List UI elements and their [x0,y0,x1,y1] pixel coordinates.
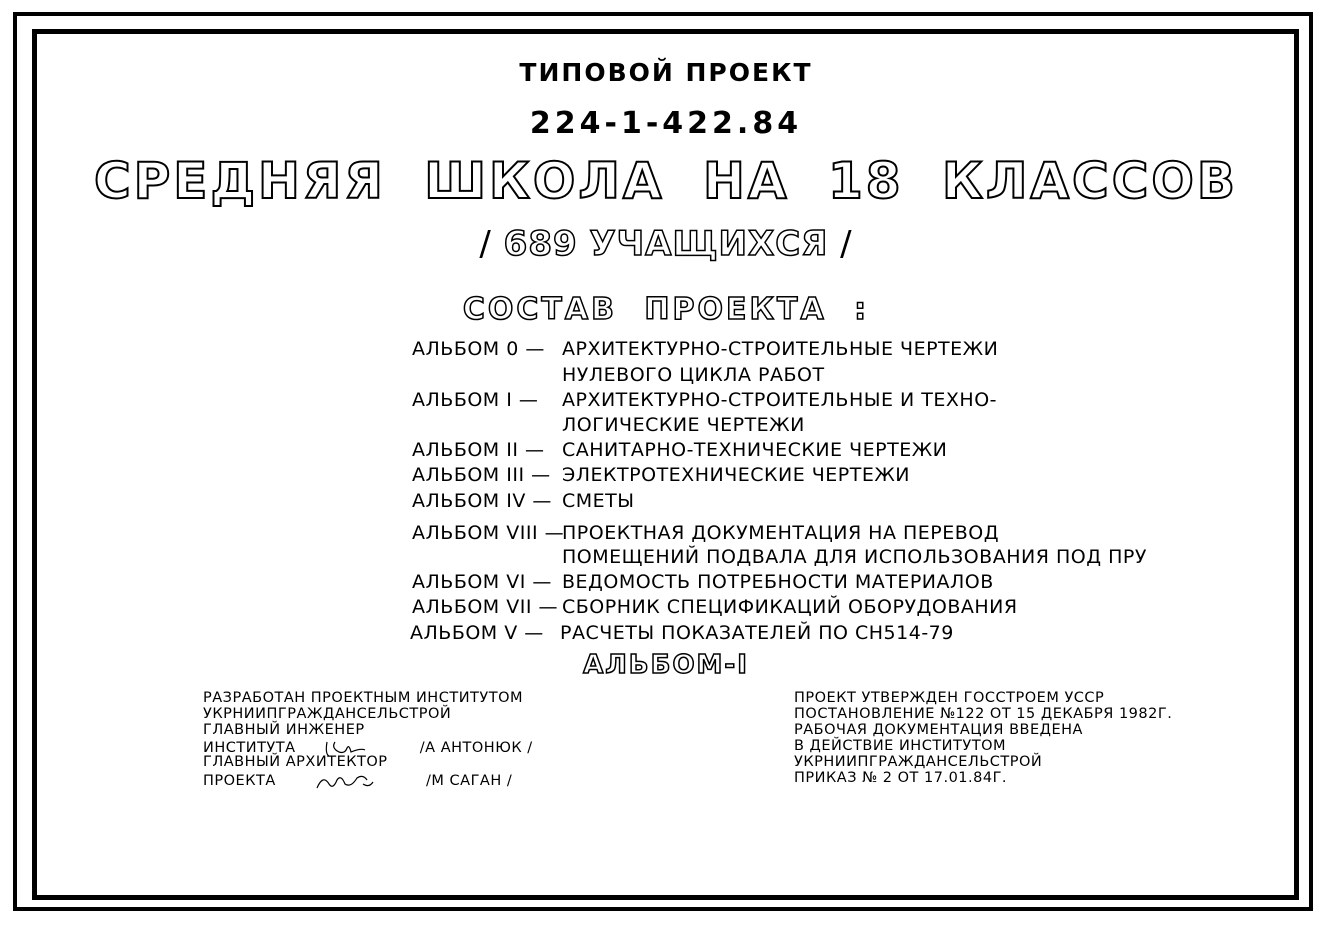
chief-architect-title: ГЛАВНЫЙ АРХИТЕКТОР [203,754,388,770]
chief-engineer-name: /А АНТОНЮК / [419,740,533,756]
album-text-continued: НУЛЕВОГО ЦИКЛА РАБОТ [562,364,825,386]
album-label: АЛЬБОМ VIII — [412,522,565,544]
chief-architect-label: ПРОЕКТА [203,773,276,789]
project-number: 224-1-422.84 [529,106,803,141]
approval-institute: УКРНИИПГРАЖДАНСЕЛЬСТРОЙ [794,754,1043,770]
project-type-heading: ТИПОВОЙ ПРОЕКТ [519,58,813,87]
developer-institute: УКРНИИПГРАЖДАНСЕЛЬСТРОЙ [203,706,452,722]
album-label: АЛЬБОМ III — [412,464,551,486]
album-label: АЛЬБОМ II — [412,439,545,461]
chief-engineer-row [203,738,533,754]
album-text: РАСЧЕТЫ ПОКАЗАТЕЛЕЙ ПО СН514-79 [560,622,954,644]
chief-engineer-title: ГЛАВНЫЙ ИНЖЕНЕР [203,722,365,738]
developer-line: РАЗРАБОТАН ПРОЕКТНЫМ ИНСТИТУТОМ [203,690,524,706]
album-text: АРХИТЕКТУРНО-СТРОИТЕЛЬНЫЕ И ТЕХНО- [562,389,998,411]
architect-signature-icon [307,770,417,792]
chief-architect-row [203,770,533,789]
composition-heading: СОСТАВ ПРОЕКТА : [462,292,870,327]
subtitle-prefix: / [479,224,492,264]
album-text-continued: ПОМЕЩЕНИЙ ПОДВАЛА ДЛЯ ИСПОЛЬЗОВАНИЯ ПОД ПРУ [562,546,1147,568]
approval-decree: ПОСТАНОВЛЕНИЕ №122 ОТ 15 ДЕКАБРЯ 1982Г. [794,706,1173,722]
approval-line: В ДЕЙСТВИЕ ИНСТИТУТОМ [794,738,1006,754]
album-text: АРХИТЕКТУРНО-СТРОИТЕЛЬНЫЕ ЧЕРТЕЖИ [562,338,999,360]
approval-line: РАБОЧАЯ ДОКУМЕНТАЦИЯ ВВЕДЕНА [794,722,1083,738]
chief-engineer-label: ИНСТИТУТА [203,740,296,756]
chief-architect-name: /М САГАН / [426,773,513,789]
document-title: СРЕДНЯЯ ШКОЛА НА 18 КЛАССОВ [93,152,1239,210]
album-text: САНИТАРНО-ТЕХНИЧЕСКИЕ ЧЕРТЕЖИ [562,439,948,461]
album-label: АЛЬБОМ VI — [412,571,552,593]
album-title: АЛЬБОМ-I [583,650,749,680]
document-subtitle [0,224,1332,264]
approval-order: ПРИКАЗ № 2 ОТ 17.01.84Г. [794,770,1008,786]
approval-block [794,690,1172,786]
album-label: АЛЬБОМ VII — [412,596,558,618]
album-text: ВЕДОМОСТЬ ПОТРЕБНОСТИ МАТЕРИАЛОВ [562,571,994,593]
subtitle-word: УЧАЩИХСЯ [589,224,829,264]
album-text: ПРОЕКТНАЯ ДОКУМЕНТАЦИЯ НА ПЕРЕВОД [562,522,1000,544]
album-label: АЛЬБОМ I — [412,389,539,411]
album-text: СМЕТЫ [562,490,635,512]
album-text-continued: ЛОГИЧЕСКИЕ ЧЕРТЕЖИ [562,414,805,436]
subtitle-number: 689 [503,224,578,264]
album-label: АЛЬБОМ IV — [412,490,552,512]
album-label: АЛЬБОМ V — [410,622,544,644]
album-text: СБОРНИК СПЕЦИФИКАЦИЙ ОБОРУДОВАНИЯ [562,596,1018,618]
approval-line: ПРОЕКТ УТВЕРЖДЕН ГОССТРОЕМ УССР [794,690,1105,706]
album-label: АЛЬБОМ 0 — [412,338,545,360]
subtitle-suffix: / [840,224,853,264]
developer-block [203,690,533,789]
album-text: ЭЛЕКТРОТЕХНИЧЕСКИЕ ЧЕРТЕЖИ [562,464,911,486]
